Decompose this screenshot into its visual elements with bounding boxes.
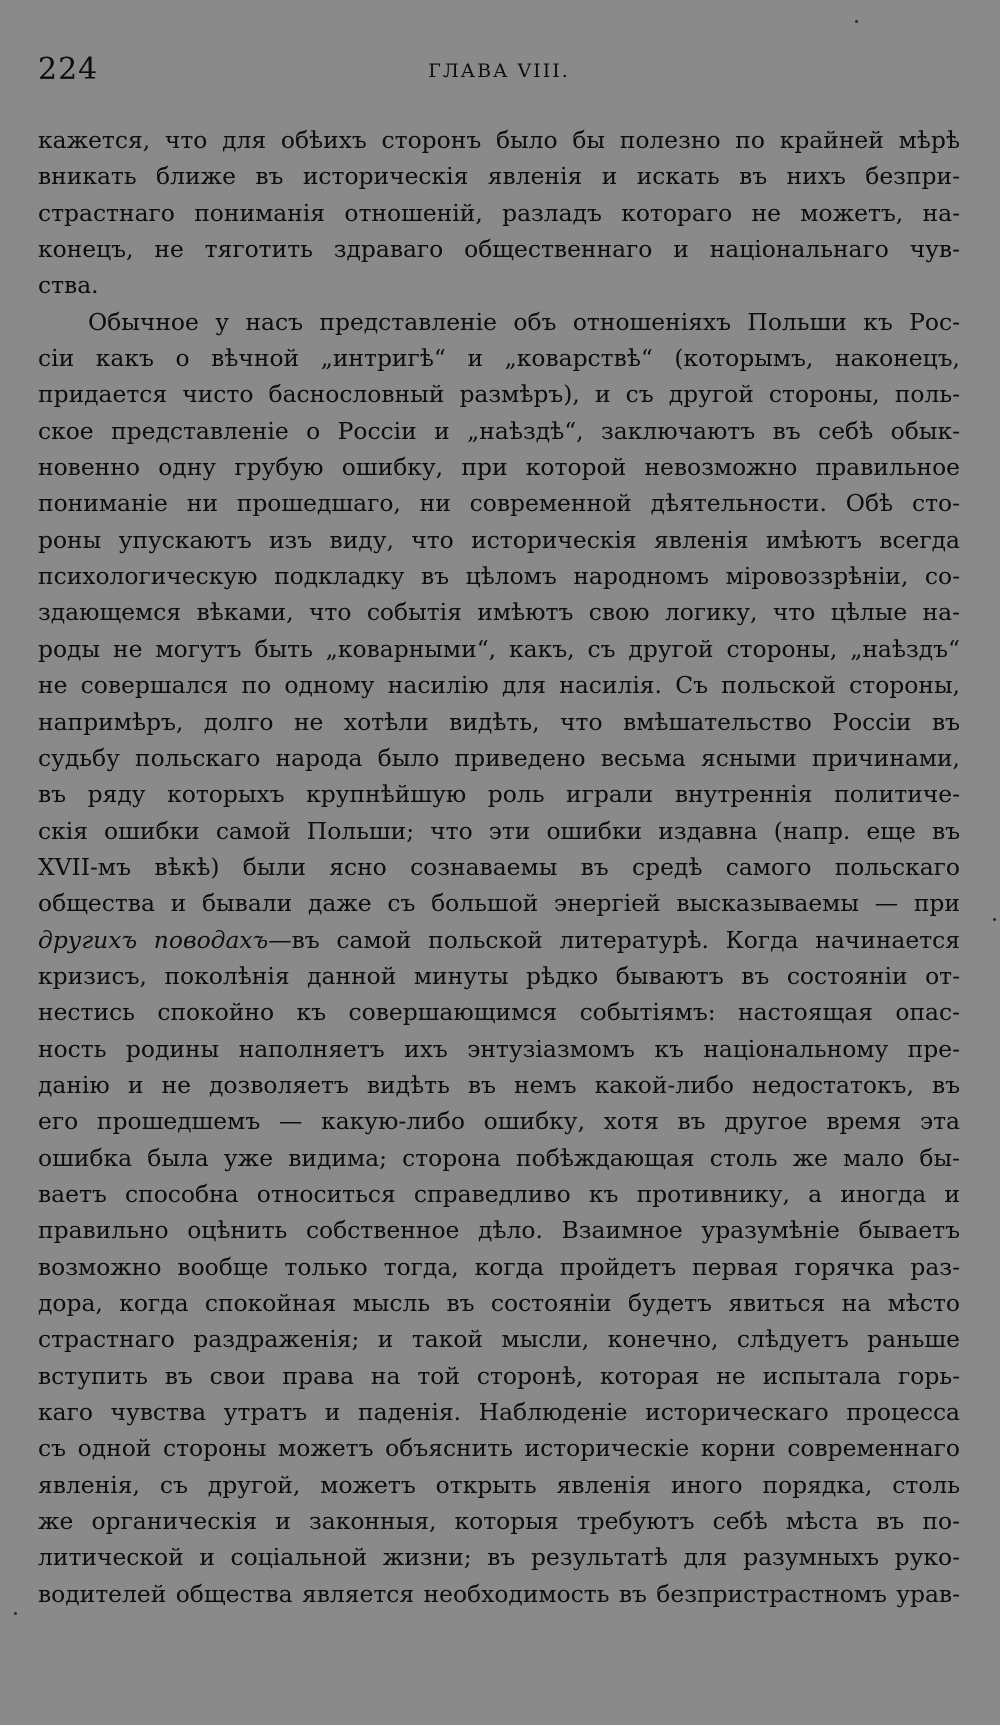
page-number: 224 [38, 52, 99, 87]
text-line: страстнаго пониманія отношеній, разладъ котораго не можетъ, на- [38, 198, 960, 227]
text-line: вступить въ свои права на той сторонѣ, которая не испытала горь- [38, 1361, 960, 1390]
text-line: пониманіе ни прошедшаго, ни современной дѣятельности. Обѣ сто- [38, 489, 960, 518]
text-line: ства. [38, 271, 99, 300]
text-line: роды не могутъ быть „коварными“, какъ, съ другой стороны, „наѣздъ“ [38, 634, 960, 663]
text-line: здающемся вѣками, что событія имѣютъ свою логику, что цѣлые на- [38, 598, 960, 627]
text-line: конецъ, не тяготить здраваго общественнаго и національнаго чув- [38, 235, 960, 264]
text-line: правильно оцѣнить собственное дѣло. Взаимное уразумѣніе бываетъ [38, 1216, 960, 1245]
text-line: ское представленіе о Россіи и „наѣздѣ“, заключаютъ въ себѣ обык- [38, 416, 960, 445]
text-line: съ одной стороны можетъ объяснить историческіе корни современнаго [38, 1434, 960, 1463]
text-line: ошибка была уже видима; сторона побѣждающая столь же мало бы- [38, 1143, 960, 1172]
text-line: въ ряду которыхъ крупнѣйшую роль играли внутреннія политиче- [38, 780, 960, 809]
scan-speck [993, 918, 996, 921]
text-line: вникать ближе въ историческія явленія и искать въ нихъ безпри- [38, 162, 960, 191]
text-line: ваетъ способна относиться справедливо къ противнику, а иногда и [38, 1179, 960, 1208]
text-line: же органическія и законныя, которыя требуютъ себѣ мѣста въ по- [38, 1507, 960, 1536]
chapter-title: ГЛАВА VIII. [428, 60, 570, 82]
text-line-rest: —въ самой польской литературѣ. Когда начинается [268, 925, 960, 954]
text-line-with-italic [38, 922, 960, 958]
text-line: ность родины наполняетъ ихъ энтузіазмомъ къ національному пре- [38, 1034, 960, 1063]
text-line: явленія, съ другой, можетъ открыть явленія иного порядка, столь [38, 1470, 960, 1499]
text-line: не совершался по одному насилію для насилія. Съ польской стороны, [38, 671, 960, 700]
text-line: сіи какъ о вѣчной „интригѣ“ и „коварствѣ“ (которымъ, наконецъ, [38, 344, 960, 373]
text-line: роны упускаютъ изъ виду, что историческія явленія имѣютъ всегда [38, 525, 960, 554]
text-line: каго чувства утратъ и паденія. Наблюденіе историческаго процесса [38, 1398, 960, 1427]
text-line: XVII-мъ вѣкѣ) были ясно сознаваемы въ средѣ самого польскаго [38, 852, 960, 881]
text-line: напримѣръ, долго не хотѣли видѣть, что вмѣшательство Россіи въ [38, 707, 960, 736]
text-line: судьбу польскаго народа было приведено весьма ясными причинами, [38, 743, 960, 772]
text-line: кажется, что для обѣихъ сторонъ было бы полезно по крайней мѣрѣ [38, 126, 960, 154]
paragraph-first-line: Обычное у насъ представленіе объ отношеніяхъ Польши къ Рос- [88, 307, 960, 336]
scan-speck [855, 20, 858, 23]
body-text [38, 122, 960, 1612]
text-line: скія ошибки самой Польши; что эти ошибки издавна (напр. еще въ [38, 816, 960, 845]
text-line: психологическую подкладку въ цѣломъ народномъ міровоззрѣніи, со- [38, 562, 960, 591]
text-line: возможно вообще только тогда, когда пройдетъ первая горячка раз- [38, 1252, 960, 1281]
italic-phrase: другихъ поводахъ [38, 925, 269, 954]
text-line: придается чисто баснословный размѣръ), и съ другой стороны, поль- [38, 380, 960, 409]
text-line: нестись спокойно къ совершающимся событіямъ: настоящая опас- [38, 998, 960, 1027]
running-head [38, 50, 960, 90]
text-line: литической и соціальной жизни; въ результатѣ для разумныхъ руко- [38, 1543, 960, 1572]
text-line: его прошедшемъ — какую-либо ошибку, хотя въ другое время эта [38, 1107, 960, 1136]
text-line: данію и не дозволяетъ видѣть въ немъ какой-либо недостатокъ, въ [38, 1070, 960, 1099]
text-line: страстнаго раздраженія; и такой мысли, конечно, слѣдуетъ раньше [38, 1325, 960, 1354]
text-line: дора, когда спокойная мысль въ состояніи будетъ явиться на мѣсто [38, 1289, 960, 1317]
scan-speck [14, 1612, 17, 1615]
text-line: водителей общества является необходимость въ безпристрастномъ урав- [38, 1579, 960, 1608]
text-line: общества и бывали даже съ большой энергіей высказываемы — при [38, 889, 960, 918]
text-line: новенно одну грубую ошибку, при которой невозможно правильное [38, 453, 960, 482]
text-line: кризисъ, поколѣнія данной минуты рѣдко бываютъ въ состояніи от- [38, 961, 960, 990]
